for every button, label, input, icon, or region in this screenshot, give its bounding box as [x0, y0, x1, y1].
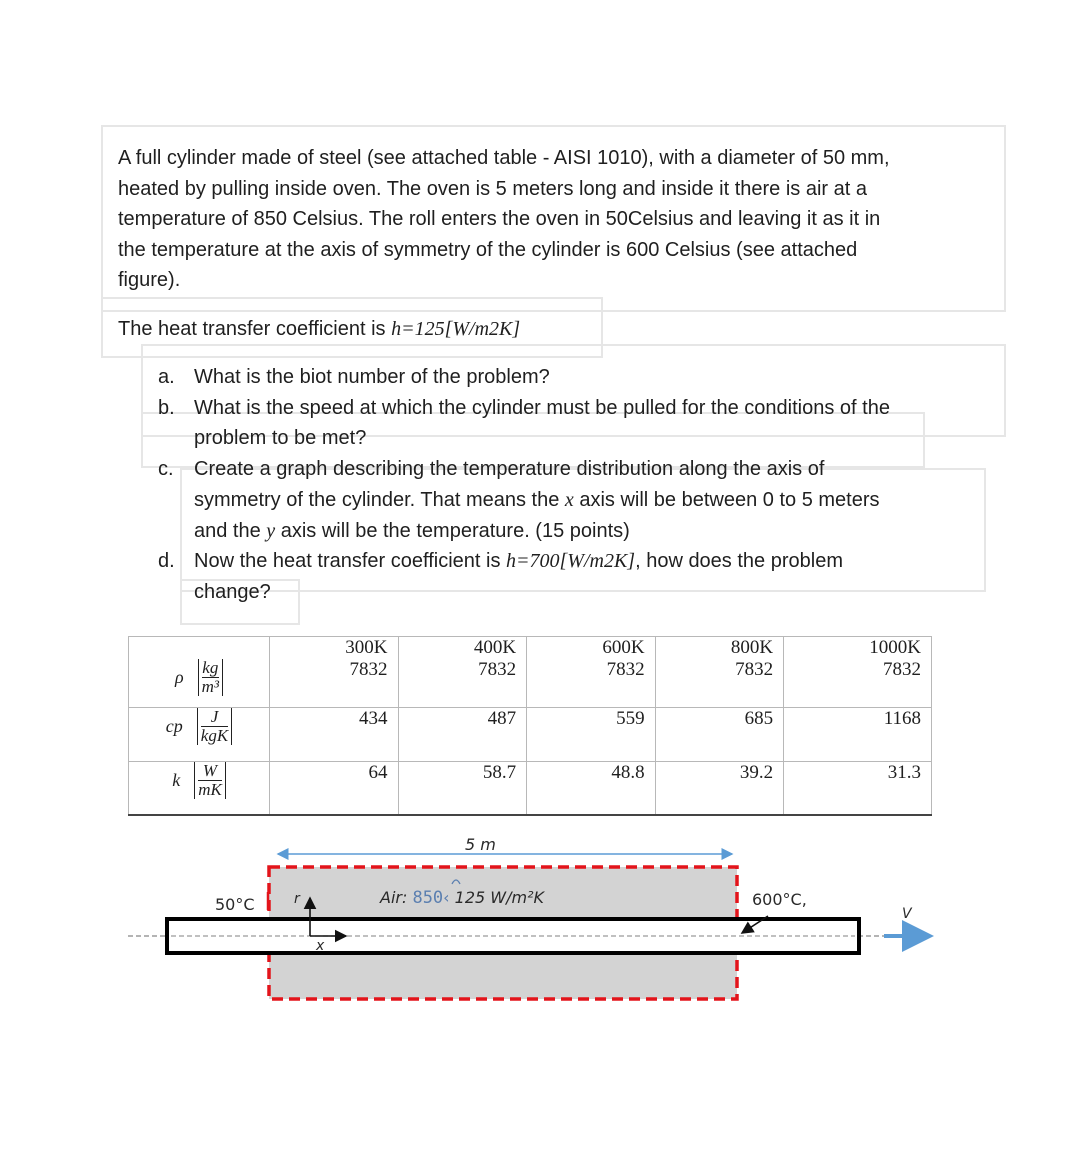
length-label: 5 m [465, 835, 496, 854]
y-symbol: y [266, 519, 276, 542]
table-cell: 64 [270, 761, 399, 815]
oven-figure [0, 820, 1080, 1020]
unit-numerator: J [201, 708, 228, 727]
question-letter: a. [158, 366, 175, 388]
question-c [158, 454, 998, 546]
air-h-value: 125 W/m²K [454, 888, 544, 907]
row-label [129, 761, 270, 815]
text-run: axis will be between 0 to 5 meters [573, 488, 880, 511]
handwriting-mark: ‹ [443, 888, 455, 907]
paragraph-line: heated by pulling inside oven. The oven is 5 meters long and inside it there is air at a [118, 177, 867, 200]
text-run: Now the heat transfer coefficient is [194, 550, 507, 573]
unit-numerator: W [198, 762, 222, 781]
question-text [194, 546, 998, 577]
text-run: and the [194, 519, 267, 542]
question-a [158, 362, 998, 393]
symbol-rho: ρ [174, 667, 184, 688]
r-axis-label: r [294, 891, 300, 907]
table-cell: 1168 [784, 708, 932, 761]
question-text: What is the speed at which the cylinder must be pulled for the conditions of the [194, 396, 890, 419]
htc-prefix: The heat transfer coefficient is [118, 318, 392, 340]
unit-fraction [194, 762, 226, 799]
x-axis-label: x [316, 938, 325, 954]
table-cell: 685 [655, 708, 784, 761]
question-text [194, 516, 998, 547]
unit-fraction [197, 708, 232, 745]
symbol-k: k [172, 769, 181, 790]
unit-numerator: kg [202, 658, 219, 678]
question-text: problem to be met? [194, 427, 367, 450]
paragraph-line: figure). [118, 269, 181, 291]
temp-header: 600K [527, 637, 656, 660]
air-prefix: Air: [380, 888, 413, 907]
question-letter: c. [158, 458, 174, 481]
unit-denominator: kgK [200, 726, 229, 746]
table-cell: 48.8 [527, 761, 656, 815]
text-run: , how does the problem [635, 550, 843, 573]
question-b [158, 393, 998, 454]
heat-transfer-coefficient-line [118, 314, 520, 344]
paragraph-line: the temperature at the axis of symmetry of the cylinder is 600 Celsius (see attached [118, 238, 858, 261]
text-run: axis will be the temperature. (15 points) [275, 519, 630, 542]
question-letter: b. [158, 396, 175, 419]
question-text: change? [194, 580, 271, 603]
table-cell: 31.3 [784, 761, 932, 815]
air-temp-handwritten: 850 [412, 888, 444, 908]
table-cell: 7832 [270, 659, 399, 708]
unit-denominator: m³ [201, 677, 219, 697]
header-corner [129, 637, 270, 660]
temp-header: 1000K [784, 637, 932, 660]
table-cell: 7832 [398, 659, 527, 708]
table-cell: 58.7 [398, 761, 527, 815]
temp-header: 400K [398, 637, 527, 660]
unit-fraction [198, 659, 223, 696]
table-cell: 7832 [784, 659, 932, 708]
symbol-cp: cp [165, 716, 183, 737]
velocity-label: V [902, 906, 912, 922]
table-header-row [129, 637, 932, 660]
text-run: symmetry of the cylinder. That means the [194, 488, 565, 511]
question-list [158, 362, 998, 608]
htc-formula: h=125[W/m2K] [391, 318, 521, 340]
inlet-temp-label: 50°C [215, 895, 255, 914]
air-label [380, 888, 544, 908]
table-row-specific-heat [129, 708, 932, 761]
table-cell: 39.2 [655, 761, 784, 815]
outlet-temp-label: 600°C, [752, 890, 807, 909]
question-text: What is the biot number of the problem? [194, 366, 550, 388]
question-text: Create a graph describing the temperature distribution along the axis of [194, 458, 825, 481]
table-row-conductivity [129, 761, 932, 815]
question-text [194, 485, 998, 516]
table-row-density [129, 659, 932, 708]
temp-header: 300K [270, 637, 399, 660]
property-table [128, 636, 932, 816]
paragraph-line: A full cylinder made of steel (see attached table - AISI 1010), with a diameter of 50 mm, [118, 147, 890, 169]
x-symbol: x [564, 488, 574, 511]
problem-paragraph [118, 143, 998, 296]
row-label [129, 708, 270, 761]
paragraph-line: temperature of 850 Celsius. The roll enters the oven in 50Celsius and leaving it as it in [118, 208, 881, 230]
table-cell: 7832 [655, 659, 784, 708]
htc-formula-d: h=700[W/m2K] [506, 550, 636, 573]
unit-denominator: mK [198, 779, 222, 799]
question-letter: d. [158, 550, 175, 573]
table-cell: 7832 [527, 659, 656, 708]
question-d [158, 546, 998, 607]
table-cell: 434 [270, 708, 399, 761]
oven-figure-svg [0, 820, 1080, 1020]
temp-header: 800K [655, 637, 784, 660]
table-cell: 559 [527, 708, 656, 761]
table-cell: 487 [398, 708, 527, 761]
row-label [129, 659, 270, 708]
